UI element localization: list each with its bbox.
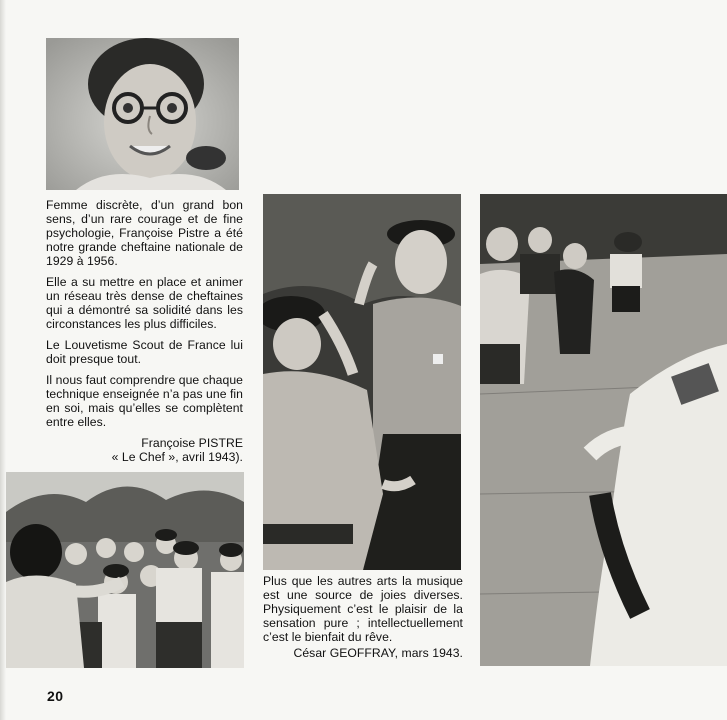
pistre-attribution-name: Françoise PISTRE: [141, 436, 243, 450]
geoffray-attribution: César GEOFFRAY, mars 1943.: [293, 646, 463, 660]
cheftaines-gesturing-photo: [263, 194, 461, 570]
pistre-text-block: [46, 198, 243, 464]
page-number: 20: [47, 688, 64, 704]
pistre-paragraph-4: Il nous faut comprendre que chaque technique enseignée n’a pas une fin en soi, mais qu’elles se complètent entre elles.: [46, 373, 243, 429]
geoffray-paragraph: Plus que les autres arts la musique est une source de joies diverses. Physiquement c’est le plaisir de la sensation pure ; intellectuellement c’est le bienfait du rêve.: [263, 574, 463, 644]
pistre-paragraph-3: Le Louvetisme Scout de France lui doit presque tout.: [46, 338, 243, 366]
geoffray-text-block: [263, 574, 463, 660]
boys-playing-photo: [480, 194, 727, 666]
pistre-attribution-source: « Le Chef », avril 1943).: [111, 450, 243, 464]
pistre-paragraph-2: Elle a su mettre en place et animer un réseau très dense de cheftaines qui a démontré sa solidité dans les circonstances les plus difficiles.: [46, 275, 243, 331]
pistre-paragraph-1: Femme discrète, d’un grand bon sens, d’un rare courage et de fine psychologie, Françoise Pistre a été notre grande cheftaine nationale de 1929 à 1956.: [46, 198, 243, 268]
group-singing-photo: [6, 472, 244, 668]
portrait-photo: [46, 38, 239, 190]
